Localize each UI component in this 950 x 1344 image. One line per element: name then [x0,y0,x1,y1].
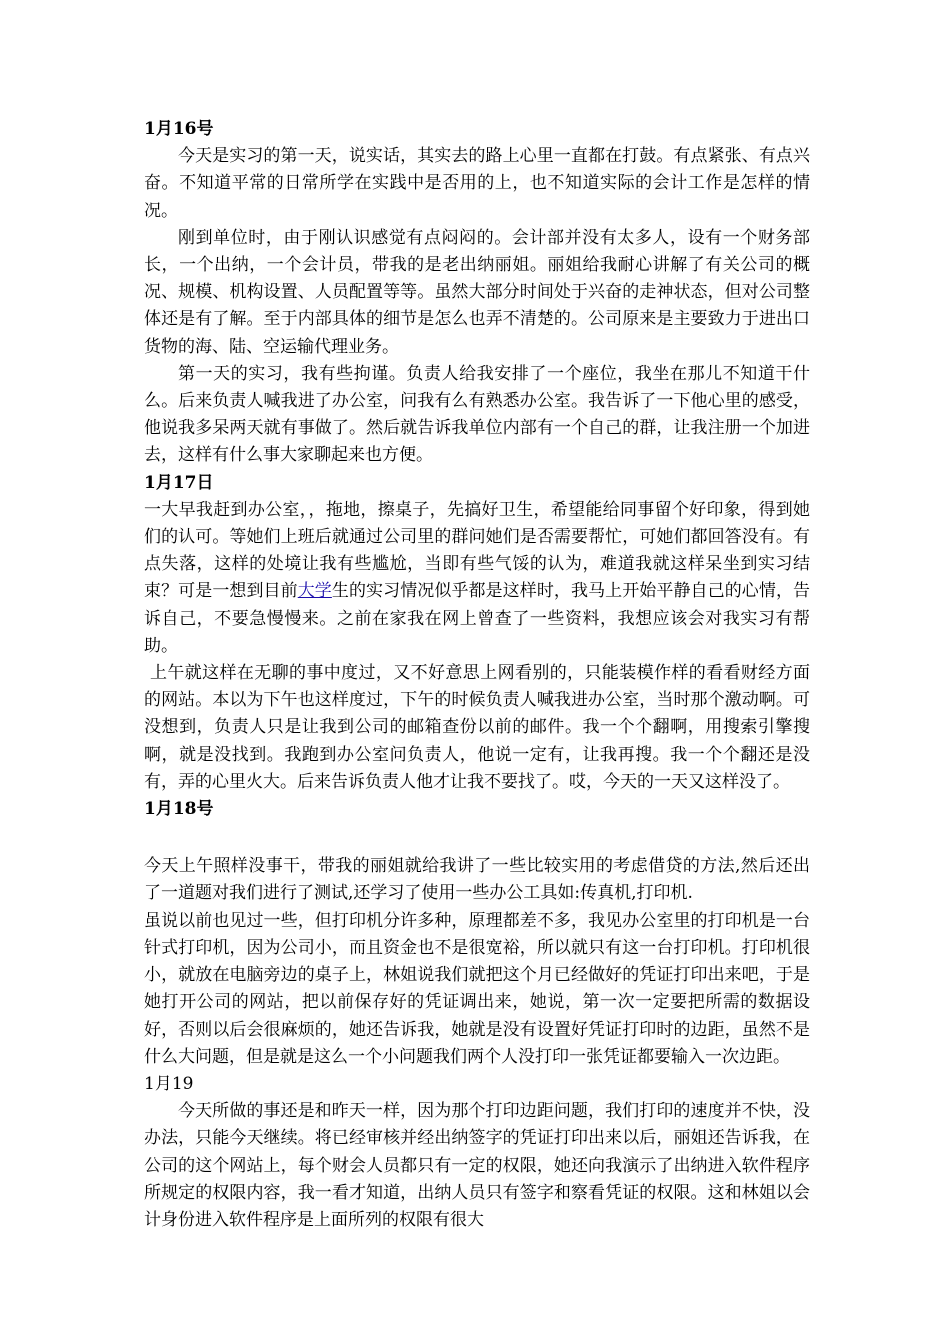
paragraph: 今天上午照样没事干，带我的丽姐就给我讲了一些比较实用的考虑借贷的方法,然后还出了一道题对我们进行了测试,还学习了使用一些办公工具如:传真机,打印机. [144,856,810,904]
paragraph-text: 一大早我赶到办公室，，拖地，擦桌子，先搞好卫生，希望能给同事留个好印象，得到她们的认可。等她们上班后就通过公司里的群问她们是否需要帮忙，可她们都回答没有。有点失落，这样的处境让我有些尴尬，当即有些气馁的认为，难道我就这样呆坐到实习结束？可是一想到目前 [144,499,810,602]
paragraph: 上午就这样在无聊的事中度过，又不好意思上网看别的，只能装模作样的看看财经方面的网站。本以为下午也这样度过，下午的时候负责人喊我进办公室，当时那个激动啊。可没想到，负责人只是让我到公司的邮箱查份以前的邮件。我一个个翻啊，用搜索引擎搜啊，就是没找到。我跑到办公室问负责人，他说一定有，让我再搜。我一个个翻还是没有，弄的心里火大。后来告诉负责人他才让我不要找了。哎，今天的一天又这样没了。 [144,663,810,792]
paragraph: 虽说以前也见过一些，但打印机分许多种，原理都差不多，我见办公室里的打印机是一台针式打印机，因为公司小，而且资金也不是很宽裕，所以就只有这一台打印机。打印机很小，就放在电脑旁边的桌子上，林姐说我们就把这个月已经做好的凭证打印出来吧，于是她打开公司的网站，把以前保存好的凭证调出来，她说，第一次一定要把所需的数据设好，否则以后会很麻烦的，她还告诉我，她就是没有设置好凭证打印时的边距，虽然不是什么大问题，但是就是这么一个小问题我们两个人没打印一张凭证都要输入一次边距。 [144,910,810,1067]
paragraph: 第一天的实习，我有些拘谨。负责人给我安排了一个座位，我坐在那儿不知道干什么。后来负责人喊我进了办公室，问我有么有熟悉办公室。我告诉了一下他心里的感受，他说我多呆两天就有事做了。然后就告诉我单位内部有一个自己的群，让我注册一个加进去，这样有什么事大家聊起来也方便。 [144,363,810,466]
university-link[interactable]: 大学 [297,581,332,602]
paragraph: 今天是实习的第一天，说实话，其实去的路上心里一直都在打鼓。有点紧张、有点兴奋。不知道平常的日常所学在实践中是否用的上，也不知道实际的会计工作是怎样的情况。 [144,146,810,221]
paragraph-text: 生的实习情况似乎都是这样时，我马上开始平静自己的心情，告诉自己，不要急慢慢来。之前在家我在网上曾查了一些资料，我想应该会对我实习有帮助。 [144,581,811,656]
blank-line [144,823,810,853]
entry-heading-jan17: 1月17日 [144,472,214,493]
paragraph: 刚到单位时，由于刚认识感觉有点闷闷的。会计部并没有太多人，设有一个财务部长，一个出纳，一个会计员，带我的是老出纳丽姐。丽姐给我耐心讲解了有关公司的概况、规模、机构设置、人员配置等等。虽然大部分时间处于兴奋的走神状态，但对公司整体还是有了解。至于内部具体的细节是怎么也弄不清楚的。公司原来是主要致力于进出口货物的海、陆、空运输代理业务。 [144,227,810,357]
entry-heading-jan16: 1月16号 [144,119,214,139]
entry-heading-jan19: 1月19 [144,1073,194,1094]
document-page [144,116,810,1234]
paragraph: 今天所做的事还是和昨天一样，因为那个打印边距问题，我们打印的速度并不快，没办法，只能今天继续。将已经审核并经出纳签字的凭证打印出来以后，丽姐还告诉我，在公司的这个网站上，每个财会人员都只有一定的权限，她还向我演示了出纳进入软件程序所规定的权限内容，我一看才知道，出纳人员只有签字和察看凭证的权限。这和林姐以会计身份进入软件程序是上面所列的权限有很大 [144,1101,810,1230]
paragraph [144,497,810,660]
entry-heading-jan18: 1月18号 [144,799,214,820]
